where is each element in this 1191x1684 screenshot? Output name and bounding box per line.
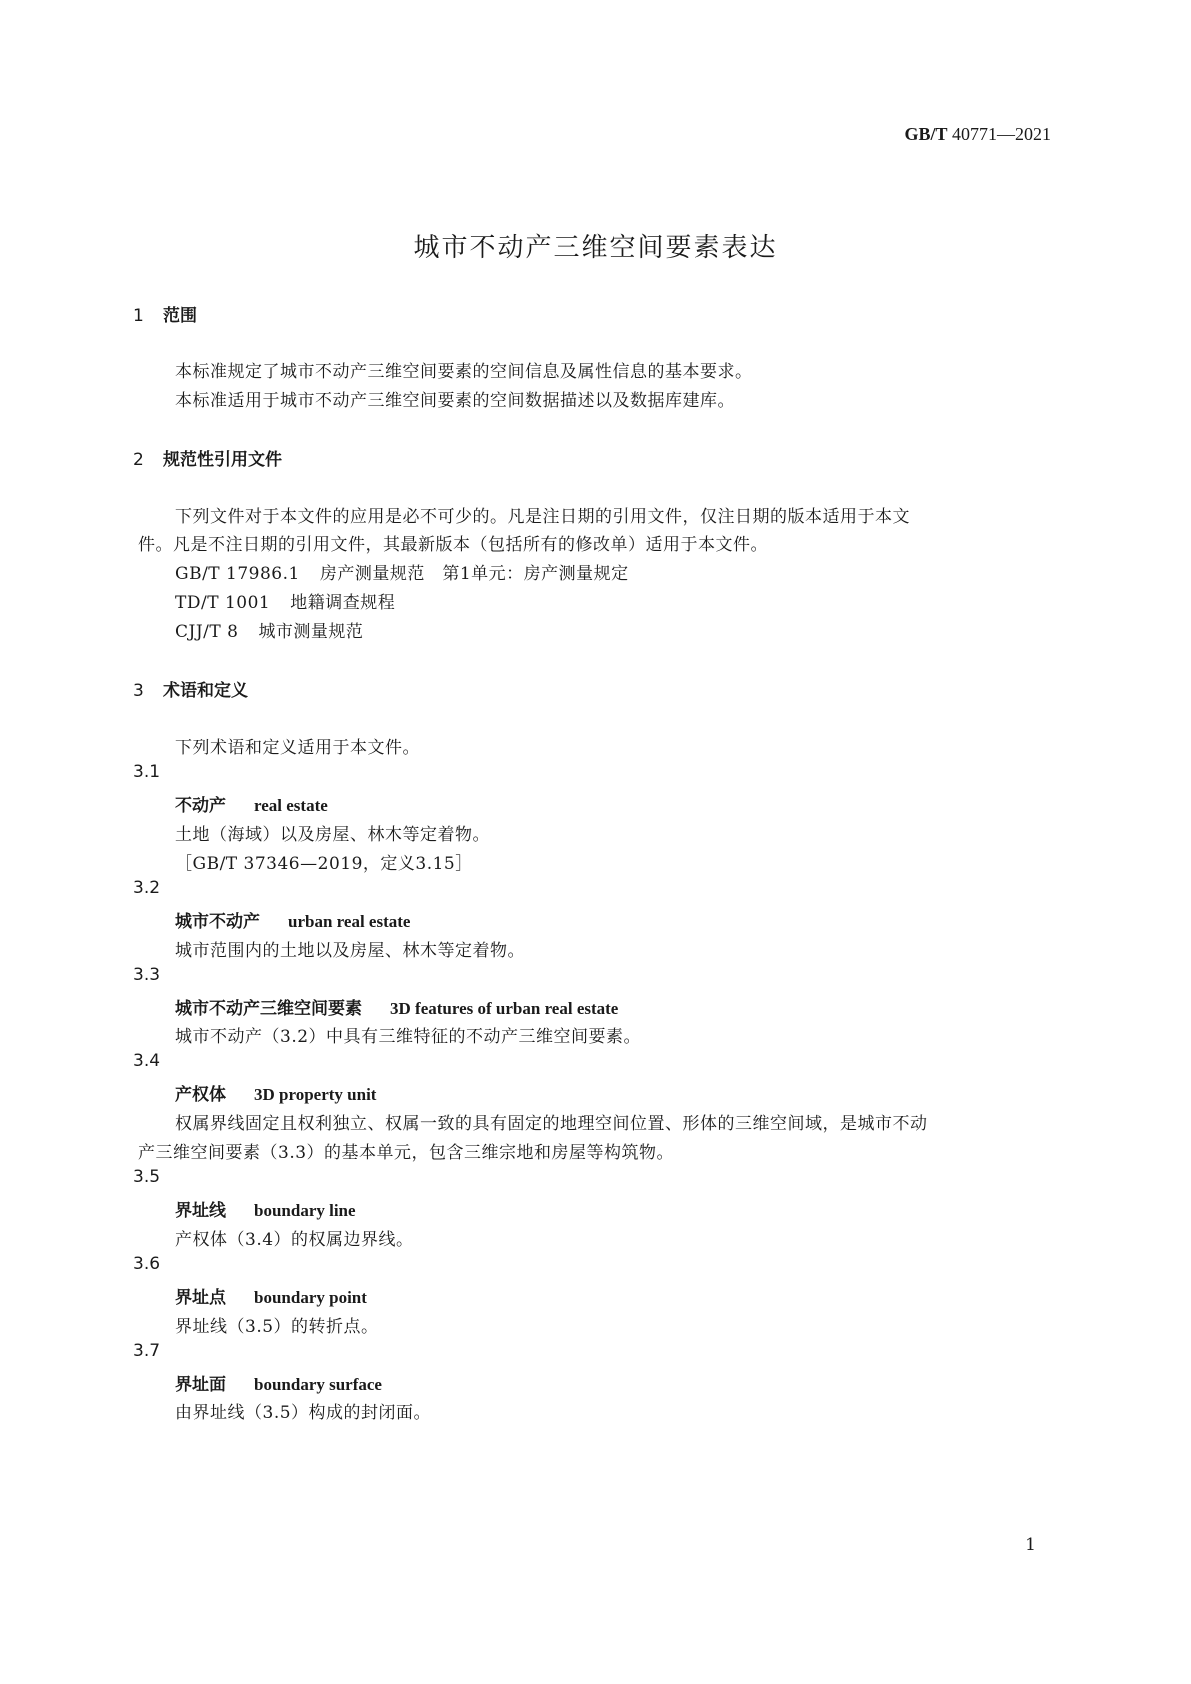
term-definition-cont: 产三维空间要素（3.3）的基本单元，包含三维宗地和房屋等构筑物。 <box>138 1143 675 1163</box>
section-2-heading: 2 规范性引用文件 <box>133 450 282 470</box>
term-heading: 界址点 boundary point <box>175 1288 367 1308</box>
term-number: 3.4 <box>133 1051 161 1071</box>
normative-reference: CJJ/T 8 城市测量规范 <box>175 622 364 642</box>
term-source: ［GB/T 37346—2019，定义3.15］ <box>175 854 473 874</box>
term-number: 3.2 <box>133 878 161 898</box>
term-heading: 产权体 3D property unit <box>175 1085 377 1105</box>
term-heading: 界址面 boundary surface <box>175 1375 382 1395</box>
term-number: 3.3 <box>133 965 161 985</box>
term-heading: 界址线 boundary line <box>175 1201 356 1221</box>
section-3-para-1: 下列术语和定义适用于本文件。 <box>175 738 420 758</box>
term-definition: 产权体（3.4）的权属边界线。 <box>175 1230 414 1250</box>
term-definition: 城市范围内的土地以及房屋、林木等定着物。 <box>175 941 525 961</box>
standard-number: GB/T 40771—2021 <box>904 124 1051 144</box>
term-definition: 权属界线固定且权利独立、权属一致的具有固定的地理空间位置、形体的三维空间域，是城市不动 <box>175 1114 928 1134</box>
normative-reference: TD/T 1001 地籍调查规程 <box>175 593 396 613</box>
normative-reference: GB/T 17986.1 房产测量规范 第1单元：房产测量规定 <box>175 564 629 584</box>
term-heading: 不动产 real estate <box>175 796 328 816</box>
term-number: 3.6 <box>133 1254 161 1274</box>
term-definition: 土地（海域）以及房屋、林木等定着物。 <box>175 825 490 845</box>
term-definition: 城市不动产（3.2）中具有三维特征的不动产三维空间要素。 <box>175 1027 642 1047</box>
term-number: 3.1 <box>133 762 161 782</box>
section-3-heading: 3 术语和定义 <box>133 681 248 701</box>
term-definition: 界址线（3.5）的转折点。 <box>175 1317 379 1337</box>
term-number: 3.7 <box>133 1341 161 1361</box>
term-heading: 城市不动产 urban real estate <box>175 912 411 932</box>
section-2-para-2: 件。凡是不注日期的引用文件，其最新版本（包括所有的修改单）适用于本文件。 <box>138 535 768 555</box>
section-1-para-1: 本标准规定了城市不动产三维空间要素的空间信息及属性信息的基本要求。 <box>175 362 753 382</box>
page-number: 1 <box>1025 1535 1036 1555</box>
term-heading: 城市不动产三维空间要素 3D features of urban real estate <box>175 999 619 1019</box>
term-number: 3.5 <box>133 1167 161 1187</box>
section-1-para-2: 本标准适用于城市不动产三维空间要素的空间数据描述以及数据库建库。 <box>175 391 735 411</box>
term-definition: 由界址线（3.5）构成的封闭面。 <box>175 1403 432 1423</box>
section-1-heading: 1 范围 <box>133 306 197 326</box>
document-title: 城市不动产三维空间要素表达 <box>413 233 778 263</box>
section-2-para-1: 下列文件对于本文件的应用是必不可少的。凡是注日期的引用文件，仅注日期的版本适用于本文 <box>175 507 910 527</box>
